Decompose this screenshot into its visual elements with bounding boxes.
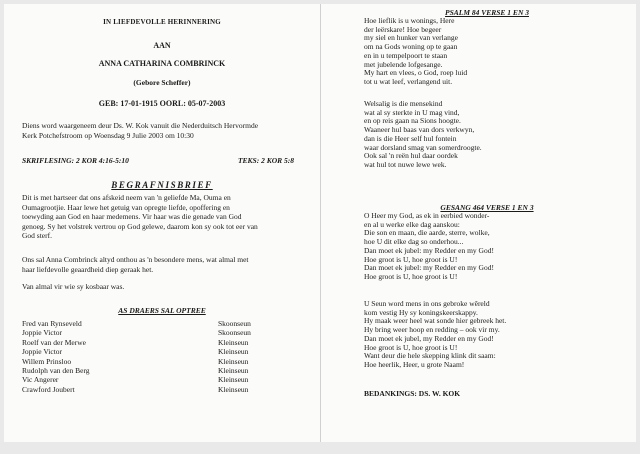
scripture-reading: SKRIFLESING: 2 KOR 4:16-5:10 (22, 156, 129, 165)
psalm-line: tot u wat leef, verlangend uit. (364, 76, 453, 86)
pallbearer-name: Roelf van der Merwe (22, 337, 86, 347)
pallbearer-name: Joppie Victor (22, 328, 63, 338)
hymn-line: O Heer my God, as ek in eerbied wonder- (364, 211, 490, 220)
pallbearer-name: Joppie Victor (22, 347, 63, 357)
hymn-line: Dan moet ek jubel: my Redder en my God! (364, 245, 494, 255)
pallbearer-row (22, 357, 302, 366)
psalm-line: Welsalig is die mensekind (364, 99, 443, 108)
psalm-line: dan is die Heer self hul fontein (364, 133, 457, 143)
pallbearer-name: Rudolph van den Berg (22, 366, 90, 376)
tribute-line: genoeg. Sy het volstrek vertrou op God gelewe, daarom kon sy ook tot eer van (22, 221, 258, 231)
pallbearer-row (22, 347, 302, 356)
psalm-line: My hart en vlees, o God, roep luid (364, 68, 468, 78)
pallbearer-row (22, 328, 302, 337)
hymn-line: U Seun word mens in ons gebroke wêreld (364, 299, 490, 308)
pallbearer-relation: Kleinseun (218, 347, 249, 357)
tribute-line: God sterf. (22, 231, 52, 240)
remembrance-paragraph (22, 255, 302, 274)
tribute-line: Oumagrootjie. Haar lewe het getuig van opregte liefde, opoffering en (22, 202, 230, 212)
hymn-verse-1 (364, 212, 610, 282)
service-info (22, 121, 302, 140)
psalm-line: wat al sy sterkte in U mag vind, (364, 107, 460, 117)
hymn-line: Hoe groot is U, hoe groot is U! (364, 271, 458, 281)
remembrance-line: Ons sal Anna Combrinck altyd onthou as 'n besondere mens, wat almal met (22, 255, 249, 264)
psalm-line: met jubelende lofgesange. (364, 59, 443, 69)
hymn-line: Hy maak weer heel wat sonde hier gebreek het. (364, 316, 507, 326)
birth-death-dates: GEB: 17-01-1915 OORL: 05-07-2003 (98, 99, 226, 108)
pallbearers-title: AS DRAERS SAL OPTREE (118, 306, 206, 315)
pallbearer-row (22, 319, 302, 328)
pallbearer-name: Fred van Rynseveld (22, 319, 82, 328)
hymn-title: GESANG 464 VERSE 1 EN 3 (440, 203, 534, 212)
pallbearer-row (22, 338, 302, 347)
remembrance-line: haar liefdevolle geaardheid diep geraak het. (22, 264, 154, 274)
scripture-readings (22, 156, 302, 165)
hymn-line: Want deur die hele skepping klink dit saam: (364, 351, 496, 361)
pallbearer-row (22, 366, 302, 375)
psalm-line: Hoe lieflik is u wonings, Here (364, 16, 455, 25)
memorial-heading: IN LIEFDEVOLLE HERINNERING (103, 18, 221, 26)
maiden-name: (Gebore Scheffer) (133, 78, 191, 87)
psalm-line: en op reis gaan na Sions hoogte. (364, 116, 461, 126)
hymn-line: Hoe groot is U, hoe groot is U! (364, 342, 458, 352)
psalm-line: om na Gods woning op te gaan (364, 42, 458, 52)
psalm-verse-3 (364, 100, 610, 170)
psalm-line: en in u tempelpoort te staan (364, 50, 448, 60)
service-line: Diens word waargeneem deur Ds. W. Kok vanuit die Nederduitsch Hervormde (22, 121, 259, 130)
sermon-text: TEKS: 2 KOR 5:8 (237, 156, 294, 165)
hymn-line: Hy bring weer hoop en redding – ook vir my. (364, 325, 500, 335)
psalm-title: PSALM 84 VERSE 1 EN 3 (445, 8, 529, 17)
psalm-line: waar dorsland smag van somerdroogte. (364, 142, 482, 152)
pallbearer-name: Crawford Joubert (22, 384, 75, 394)
psalm-line: my siel en hunker van verlange (364, 33, 458, 43)
psalm-line: Ook sal 'n reën hul daar oordek (364, 151, 458, 161)
pallbearer-relation: Kleinseun (218, 356, 249, 366)
pallbearers-list (22, 319, 302, 394)
pallbearer-relation: Kleinseun (218, 375, 249, 385)
pallbearer-name: Vic Angerer (22, 375, 59, 385)
hymn-line: hoe U dit elke dag so onderhou... (364, 237, 464, 247)
pallbearer-relation: Skoonseun (218, 328, 251, 338)
aan-heading: AAN (153, 41, 171, 50)
hymn-line: Die son en maan, die aarde, sterre, wolke, (364, 228, 490, 238)
pallbearer-row (22, 385, 302, 394)
section-title-begrafnisbrief: BEGRAFNISBRIEF (111, 180, 213, 190)
tribute-line: toewyding aan God en haar medemens. Vir haar was die genade van God (22, 212, 242, 221)
pallbearer-row (22, 375, 302, 384)
psalm-verse-1 (364, 17, 610, 87)
tribute-line: Dit is met hartseer dat ons afskeid neem van 'n geliefde Ma, Ouma en (22, 193, 231, 202)
hymn-line: Hoe groot is U, hoe groot is U! (364, 254, 458, 264)
hymn-line: en al u werke elke dag aanskou: (364, 219, 460, 229)
pallbearer-relation: Kleinseun (218, 384, 249, 394)
closing-line: Van almal vir wie sy kosbaar was. (22, 282, 125, 291)
psalm-line: Waaneer hul baas van dors verkwyn, (364, 125, 475, 135)
psalm-line: der leërskare! Hoe begeer (364, 24, 442, 34)
acknowledgements: BEDANKINGS: DS. W. KOK (364, 389, 461, 398)
tribute-paragraph (22, 193, 302, 241)
deceased-name: ANNA CATHARINA COMBRINCK (98, 59, 226, 68)
service-line: Kerk Potchefstroom op Woensdag 9 Julie 2003 om 10:30 (22, 130, 194, 140)
hymn-verse-3 (364, 300, 610, 370)
pallbearer-relation: Kleinseun (218, 337, 249, 347)
hymn-line: Dan moet ek jubel: my Redder en my God! (364, 263, 494, 273)
psalm-line: wat hul tot nuwe lewe wek. (364, 159, 447, 169)
pallbearer-name: Willem Prinsloo (22, 356, 72, 366)
hymn-line: Dan moet ek jubel, my Redder en my God! (364, 333, 494, 343)
hymn-line: Hoe heerlik, Heer, u grote Naam! (364, 359, 465, 369)
page-fold-divider (320, 4, 321, 442)
funeral-program-sheet (4, 4, 636, 442)
pallbearer-relation: Skoonseun (218, 319, 251, 328)
hymn-line: kom vestig Hy sy koningskeerskappy. (364, 307, 478, 317)
pallbearer-relation: Kleinseun (218, 366, 249, 376)
